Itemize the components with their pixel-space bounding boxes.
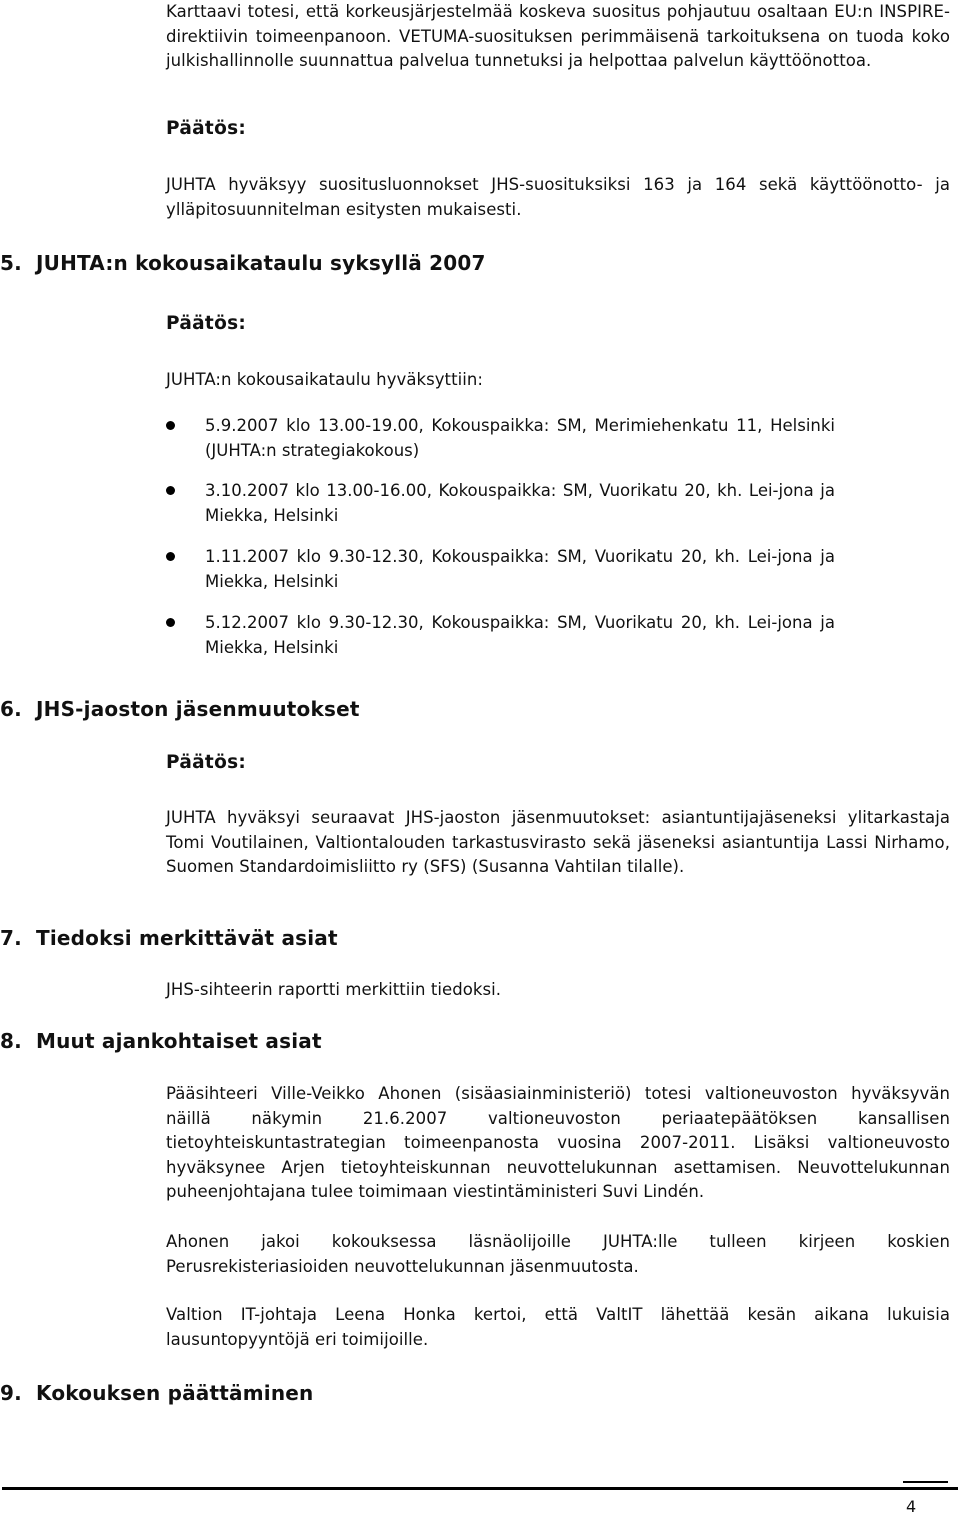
section8-paragraph: Ahonen jakoi kokouksessa läsnäolijoille JUHTA:lle tulleen kirjeen koskien Perusrekisteriasioiden neuvottelukunnan jäsenmuutosta. [166,1232,950,1276]
bullet-icon [166,421,175,430]
decision-label-section5: Päätös: [166,313,247,334]
section7-number: 7. [0,926,22,950]
intro-paragraph: Karttaavi totesi, että korkeusjärjestelmää koskeva suositus pohjautuu osaltaan EU:n INSPIRE-direktiivin toimeenpanoon. VETUMA-suosituksen perimmäisenä tarkoituksena on tuoda koko julkishallinnolle suunnattua palvelua tunnetuksi ja helpottaa palvelun käyttöönottoa. [166,2,950,71]
section9-heading [0,1381,313,1405]
section8-number: 8. [0,1029,22,1053]
section8-paragraph: Valtion IT-johtaja Leena Honka kertoi, että ValtIT lähettää kesän aikana lukuisia lausuntopyyntöjä eri toimijoille. [166,1305,950,1349]
footer-rule [2,1487,958,1490]
meeting-text: 5.12.2007 klo 9.30-12.30, Kokouspaikka: SM, Vuorikatu 20, kh. Lei-jona ja Miekka, Helsinki [205,613,835,657]
meeting-text: 1.11.2007 klo 9.30-12.30, Kokouspaikka: SM, Vuorikatu 20, kh. Lei-jona ja Miekka, Helsinki [205,547,835,591]
section4-decision-text: JUHTA hyväksyy suositusluonnokset JHS-suosituksiksi 163 ja 164 sekä käyttöönotto- ja ylläpitosuunnitelman esitysten mukaisesti. [166,175,950,219]
section6-title: JHS-jaoston jäsenmuutokset [36,697,360,721]
section8-paragraph: Pääsihteeri Ville-Veikko Ahonen (sisäasiainministeriö) totesi valtioneuvoston hyväksyvän näillä näkymin 21.6.2007 valtioneuvoston periaatepäätöksen kansallisen tietoyhteiskuntastrategian toimeenpanosta vuosina 2007-2011. Lisäksi valtioneuvosto hyväksynee Arjen tietoyhteiskunnan neuvottelukunnan asettamisen. Neuvottelukunnan puheenjohtajana tulee toimimaan viestintäministeri Suvi Lindén. [166,1084,950,1202]
section8-title: Muut ajankohtaiset asiat [36,1029,322,1053]
meeting-text: 3.10.2007 klo 13.00-16.00, Kokouspaikka: SM, Vuorikatu 20, kh. Lei-jona ja Miekka, Helsinki [205,481,835,525]
bullet-icon [166,552,175,561]
section5-heading [0,251,486,275]
section6-number: 6. [0,697,22,721]
section5-number: 5. [0,251,22,275]
meeting-text: 5.9.2007 klo 13.00-19.00, Kokouspaikka: SM, Merimiehenkatu 11, Helsinki (JUHTA:n strategiakokous) [205,416,835,460]
page-number: 4 [906,1497,917,1516]
section5-decision-text: JUHTA:n kokousaikataulu hyväksyttiin: [166,370,483,389]
section9-title: Kokouksen päättäminen [36,1381,314,1405]
section6-decision-text: JUHTA hyväksyi seuraavat JHS-jaoston jäsenmuutokset: asiantuntijajäseneksi ylitarkastaja Tomi Voutilainen, Valtiontalouden tarkastusvirasto sekä jäseneksi asiantuntija Lassi Nirhamo, Suomen Standardoimisliitto ry (SFS) (Susanna Vahtilan tilalle). [166,808,950,877]
decision-label-section6: Päätös: [166,752,247,773]
section7-heading [0,926,338,950]
section8-heading [0,1029,322,1053]
section6-heading [0,697,360,721]
section7-text: JHS-sihteerin raportti merkittiin tiedoksi. [166,980,502,999]
decision-label-section4: Päätös: [166,118,247,139]
footer-short-rule [903,1481,948,1483]
bullet-icon [166,486,175,495]
section5-title: JUHTA:n kokousaikataulu syksyllä 2007 [36,251,486,275]
bullet-icon [166,618,175,627]
section7-title: Tiedoksi merkittävät asiat [36,926,338,950]
section9-number: 9. [0,1381,22,1405]
